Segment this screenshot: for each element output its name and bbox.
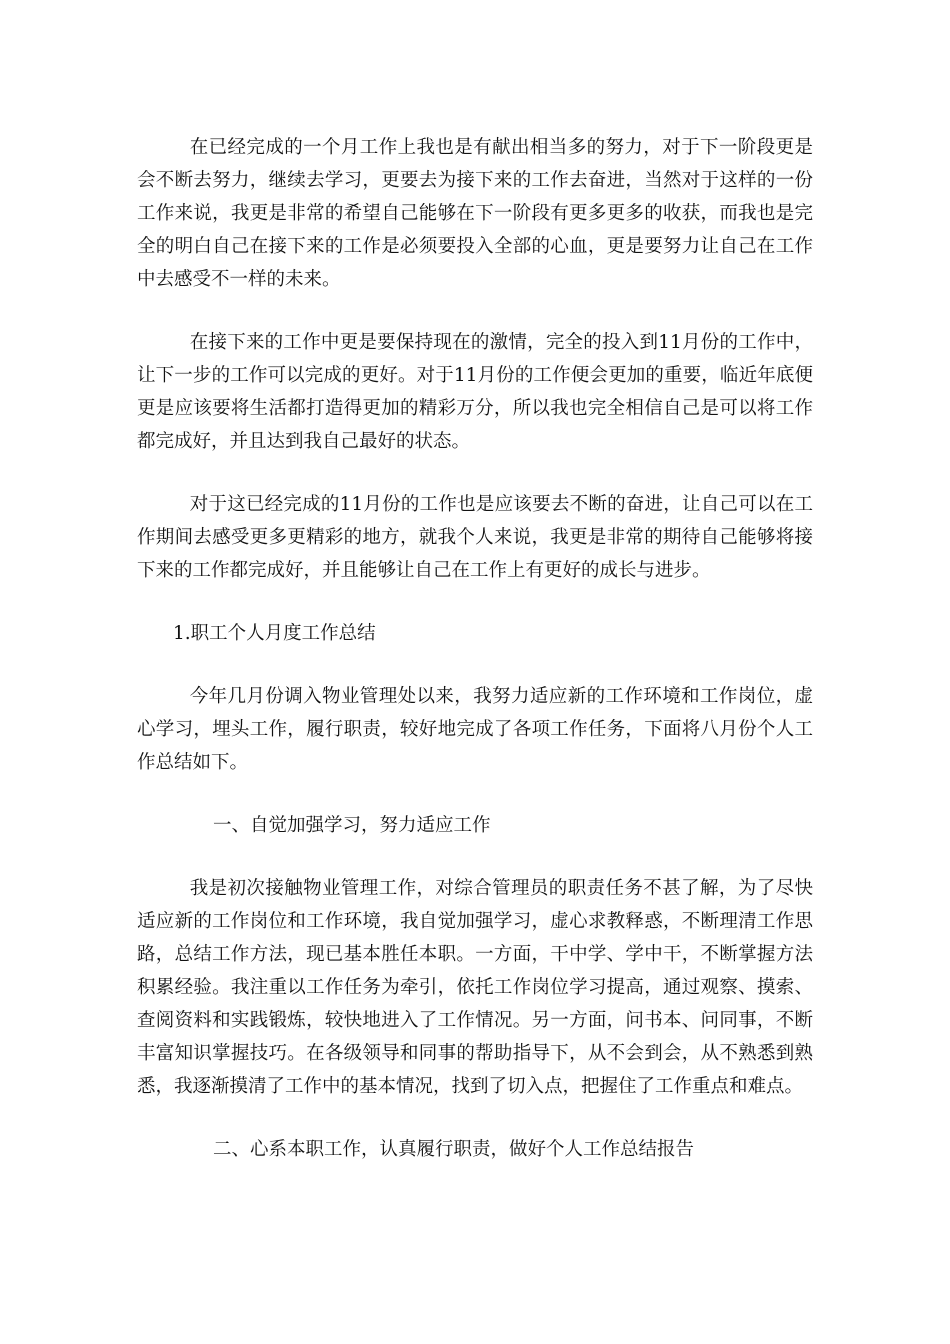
document-body xyxy=(137,131,813,1166)
paragraph-spacer xyxy=(137,779,813,809)
paragraph-4: 今年几月份调入物业管理处以来，我努力适应新的工作环境和工作岗位，虚心学习，埋头工作，履行职责，较好地完成了各项工作任务，下面将八月份个人工作总结如下。 xyxy=(137,686,813,773)
paragraph-spacer xyxy=(137,842,813,872)
section-1-title: 一、自觉加强学习，努力适应工作 xyxy=(213,815,491,836)
heading-1: 1.职工个人月度工作总结 xyxy=(173,623,376,644)
paragraph-spacer xyxy=(137,458,813,488)
paragraph-spacer xyxy=(137,587,813,617)
paragraph-spacer xyxy=(137,296,813,326)
paragraph-3: 对于这已经完成的11月份的工作也是应该要去不断的奋进，让自己可以在工作期间去感受更多更精彩的地方，就我个人来说，我更是非常的期待自己能够将接下来的工作都完成好，并且能够让自己在工作上有更好的成长与进步。 xyxy=(137,494,813,581)
paragraph-2: 在接下来的工作中更是要保持现在的激情，完全的投入到11月份的工作中，让下一步的工作可以完成的更好。对于11月份的工作便会更加的重要，临近年底便更是应该要将生活都打造得更加的精彩万分，所以我也完全相信自己是可以将工作都完成好，并且达到我自己最好的状态。 xyxy=(137,332,813,452)
paragraph-5: 我是初次接触物业管理工作，对综合管理员的职责任务不甚了解，为了尽快适应新的工作岗位和工作环境，我自觉加强学习，虚心求教释惑，不断理清工作思路，总结工作方法，现已基本胜任本职。一方面，干中学、学中干，不断掌握方法积累经验。我注重以工作任务为牵引，依托工作岗位学习提高，通过观察、摸索、查阅资料和实践锻炼，较快地进入了工作情况。另一方面，问书本、问同事，不断丰富知识掌握技巧。在各级领导和同事的帮助指导下，从不会到会，从不熟悉到熟悉，我逐渐摸清了工作中的基本情况，找到了切入点，把握住了工作重点和难点。 xyxy=(137,878,813,1097)
paragraph-spacer xyxy=(137,650,813,680)
section-2-title: 二、心系本职工作，认真履行职责，做好个人工作总结报告 xyxy=(213,1139,695,1160)
paragraph-spacer xyxy=(137,1103,813,1133)
paragraph-1: 在已经完成的一个月工作上我也是有献出相当多的努力，对于下一阶段更是会不断去努力，继续去学习，更要去为接下来的工作去奋进，当然对于这样的一份工作来说，我更是非常的希望自己能够在下一阶段有更多更多的收获，而我也是完全的明白自己在接下来的工作是必须要投入全部的心血，更是要努力让自己在工作中去感受不一样的未来。 xyxy=(137,137,813,290)
